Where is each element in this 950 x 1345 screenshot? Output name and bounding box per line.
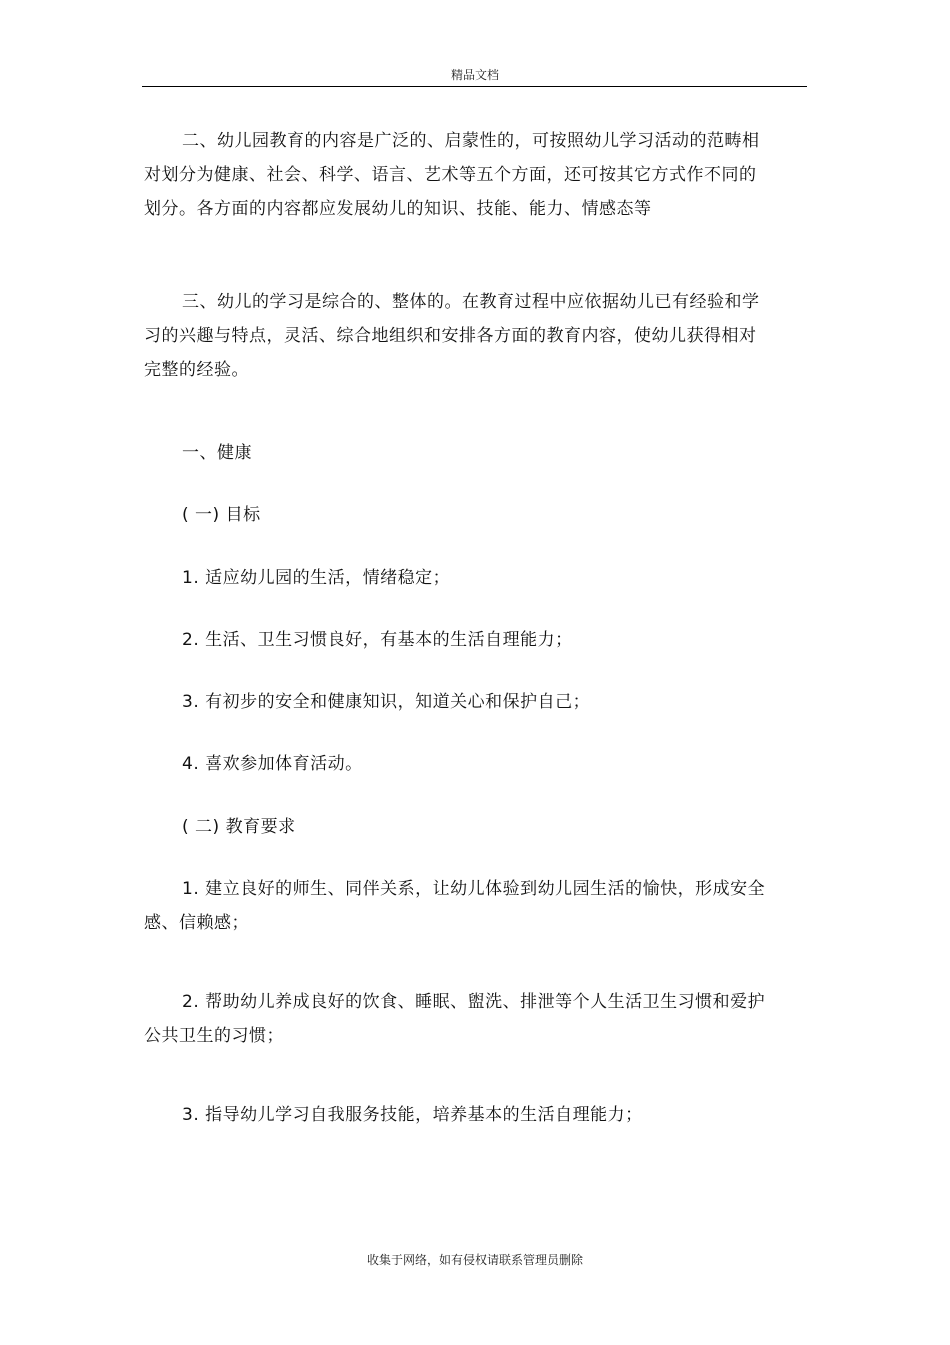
goal-item: 4. 喜欢参加体育活动。 bbox=[182, 754, 363, 774]
goal-item: 3. 有初步的安全和健康知识，知道关心和保护自己； bbox=[182, 692, 591, 712]
header-title: 精品文档 bbox=[450, 68, 499, 82]
subheading-goals: ( 一) 目标 bbox=[182, 505, 261, 525]
section-heading-health: 一、健康 bbox=[182, 443, 252, 463]
requirement-item: 1. 建立良好的师生、同伴关系，让幼儿体验到幼儿园生活的愉快，形成安全感、信赖感； bbox=[144, 879, 766, 933]
requirement-item: 3. 指导幼儿学习自我服务技能，培养基本的生活自理能力； bbox=[182, 1105, 643, 1125]
header-divider bbox=[142, 86, 807, 87]
goal-item: 2. 生活、卫生习惯良好，有基本的生活自理能力； bbox=[182, 630, 573, 650]
subheading-requirements: ( 二) 教育要求 bbox=[182, 817, 296, 837]
requirement-item: 2. 帮助幼儿养成良好的饮食、睡眠、盥洗、排泄等个人生活卫生习惯和爱护公共卫生的习惯； bbox=[144, 992, 766, 1046]
paragraph-content-scope: 二、幼儿园教育的内容是广泛的、启蒙性的，可按照幼儿学习活动的范畴相对划分为健康、社会、科学、语言、艺术等五个方面，还可按其它方式作不同的划分。各方面的内容都应发展幼儿的知识、技能、能力、情感态等 bbox=[144, 131, 760, 219]
goal-item: 1. 适应幼儿园的生活，情绪稳定； bbox=[182, 568, 451, 588]
paragraph-learning-integrated: 三、幼儿的学习是综合的、整体的。在教育过程中应依据幼儿已有经验和学习的兴趣与特点，灵活、综合地组织和安排各方面的教育内容，使幼儿获得相对完整的经验。 bbox=[144, 292, 760, 380]
page-footer: 收集于网络，如有侵权请联系管理员删除 bbox=[366, 1253, 583, 1267]
